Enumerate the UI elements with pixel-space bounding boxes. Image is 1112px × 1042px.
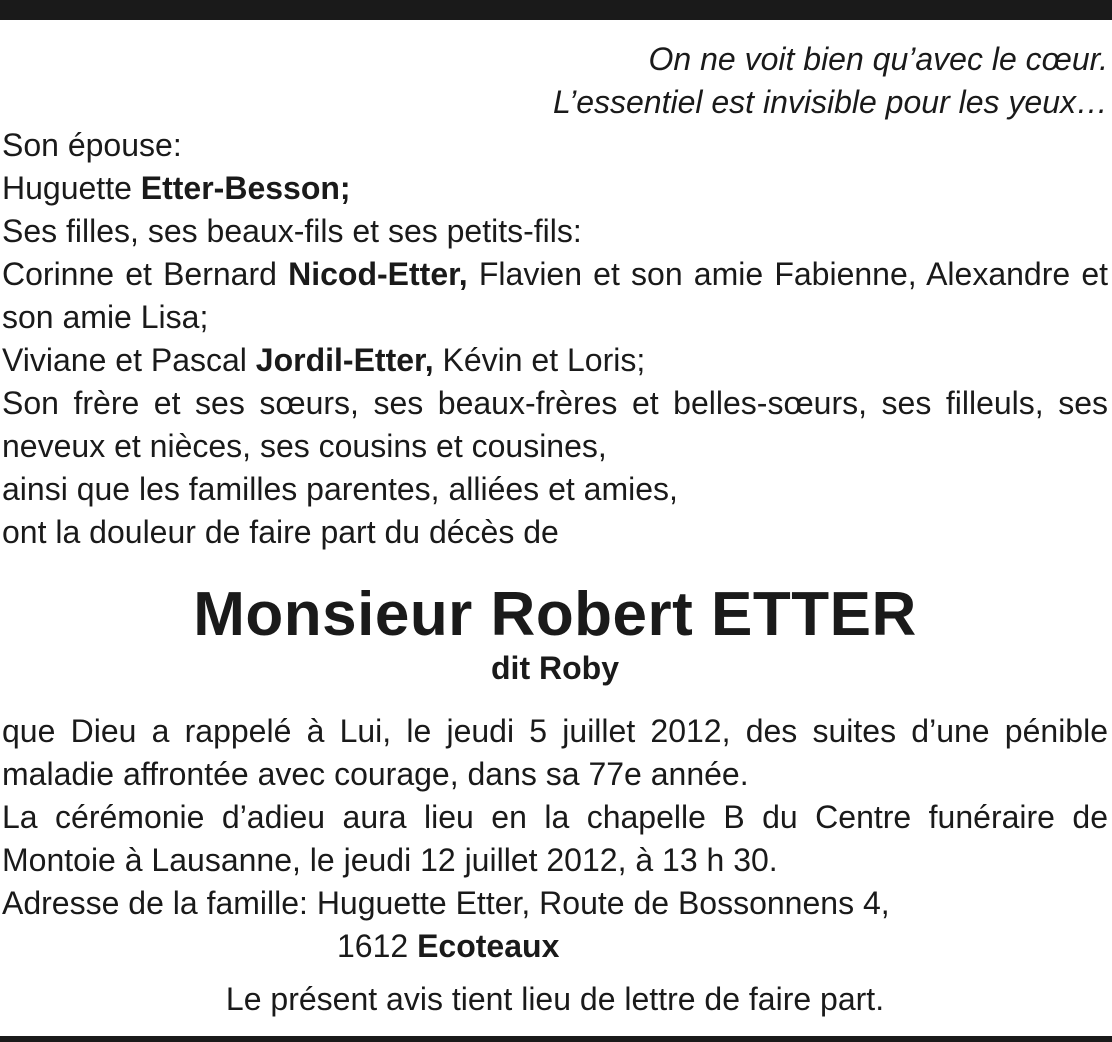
death-text: que Dieu a rappelé à Lui, le jeudi 5 juillet 2012, des suites d’une pénible maladie affrontée avec courage, dans sa 77e année. [2,713,1108,792]
deceased-name: Monsieur Robert ETTER [193,580,917,649]
daughter-last-name: Nicod-Etter, [288,256,468,292]
postcode: 1612 [337,928,409,964]
grandchildren: Flavien et son amie Fabienne, Alexandre et son amie Lisa; [2,256,1109,335]
top-rule [0,0,1112,20]
ceremony-text: La cérémonie d’adieu aura lieu en la chapelle B du Centre funéraire de Montoie à Lausanne, le jeudi 12 juillet 2012, à 13 h 30. [2,799,1108,878]
deceased-nickname: dit Roby [491,650,619,686]
spouse-last-name: Etter-Besson; [140,170,351,206]
spouse-entry [2,167,1108,210]
details [2,710,1108,968]
epigraph [2,38,1108,124]
address-locality [2,925,1108,968]
bottom-rule [0,1036,1112,1042]
epigraph-line: L’essentiel est invisible pour les yeux… [553,84,1108,120]
announcement-text: ont la douleur de faire part du décès de [2,514,559,550]
spouse-label: Son épouse: [2,127,182,163]
address-line: Adresse de la famille: Huguette Etter, Route de Bossonnens 4, [2,885,890,921]
children-label: Ses filles, ses beaux-fils et ses petits-fils: [2,213,582,249]
grandchildren: Kévin et Loris; [442,342,646,378]
spouse-first-name: Huguette [2,170,132,206]
relatives-text: Son frère et ses sœurs, ses beaux-frères et belles-sœurs, ses filleuls, ses neveux et nièces, ses cousins et cousines, [2,385,1108,464]
obituary-notice [2,38,1108,1021]
town: Ecoteaux [417,928,560,964]
daughter-first-names: Corinne et Bernard [2,256,277,292]
daughter-first-names: Viviane et Pascal [2,342,247,378]
families-text: ainsi que les familles parentes, alliées et amies, [2,471,678,507]
epigraph-line: On ne voit bien qu’avec le cœur. [648,41,1108,77]
family-list [2,124,1108,554]
daughter-entry-1 [2,253,1108,339]
daughter-entry-2 [2,339,1108,382]
daughter-last-name: Jordil-Etter, [255,342,434,378]
closing-note: Le présent avis tient lieu de lettre de faire part. [225,981,885,1017]
